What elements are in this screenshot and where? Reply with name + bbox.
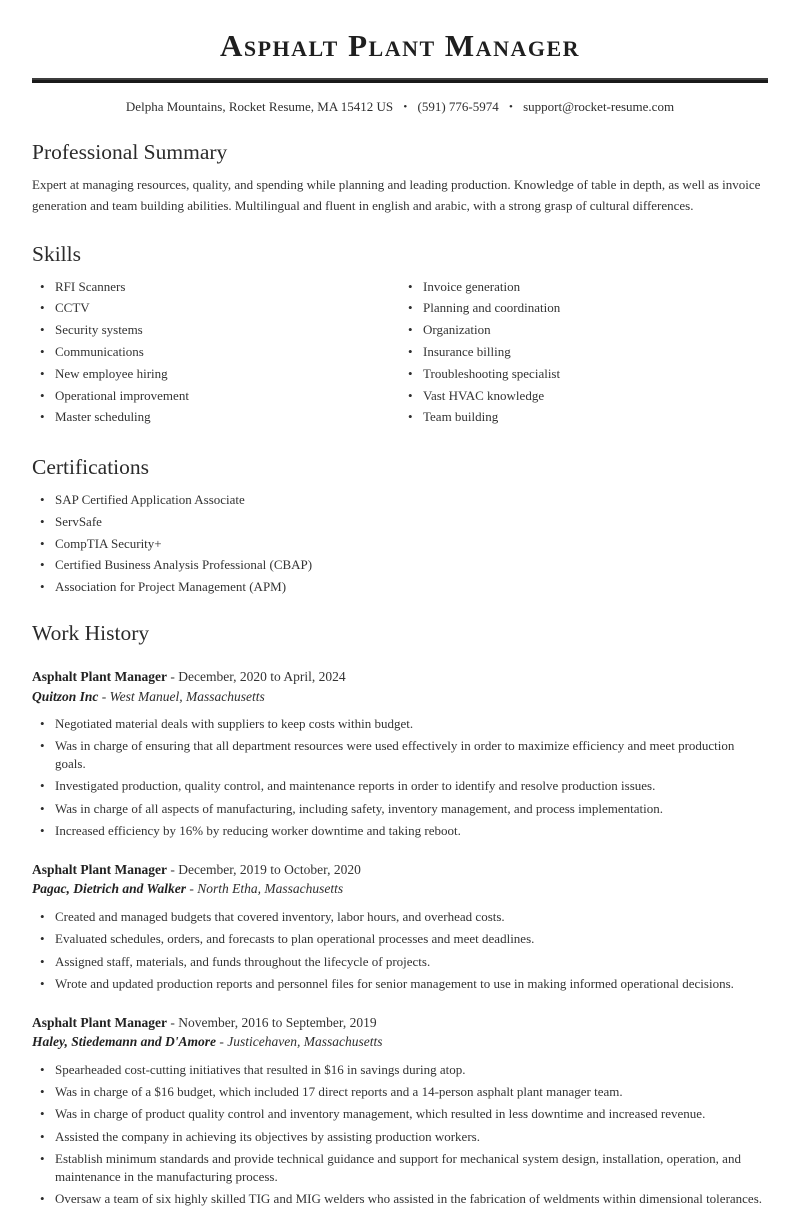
- job-title-line: [32, 1013, 768, 1033]
- section-work-history: [32, 620, 768, 1208]
- skill-item: • New employee hiring: [32, 365, 400, 383]
- section-skills: [32, 241, 768, 430]
- job-bullet: • Investigated production, quality control, and maintenance reports in order to identify and resolve production issues.: [32, 777, 768, 795]
- job-title: Asphalt Plant Manager: [32, 1014, 167, 1030]
- page-title: Asphalt Plant Manager: [219, 28, 581, 63]
- job-company-line: [32, 687, 768, 707]
- job-bullet: • Establish minimum standards and provide technical guidance and support for mechanical system design, installation, operation, and maintenance in the manufacturing process.: [32, 1150, 768, 1186]
- contact-line: [32, 99, 768, 115]
- job-bullet: • Negotiated material deals with suppliers to keep costs within budget.: [32, 715, 768, 733]
- skills-column-right: [400, 268, 768, 431]
- contact-email: support@rocket-resume.com: [523, 99, 675, 115]
- job-company-separator: -: [101, 688, 107, 704]
- resume-header: [32, 26, 768, 115]
- skill-item: • Planning and coordination: [400, 299, 768, 317]
- job-location: Justicehaven, Massachusetts: [227, 1034, 383, 1050]
- job-company-line: [32, 1032, 768, 1052]
- job-bullet-list: [32, 715, 768, 840]
- header-divider: [32, 78, 768, 83]
- skill-item: • Team building: [400, 408, 768, 426]
- contact-address: Delpha Mountains, Rocket Resume, MA 15412 US: [125, 99, 394, 115]
- certification-item: • CompTIA Security+: [32, 535, 768, 553]
- job-title-line: [32, 860, 768, 880]
- job-company: Pagac, Dietrich and Walker: [32, 881, 186, 897]
- job-bullet: • Evaluated schedules, orders, and forecasts to plan operational processes and meet deadlines.: [32, 930, 768, 948]
- contact-separator-icon: •: [403, 101, 408, 114]
- job-location: West Manuel, Massachusetts: [109, 688, 265, 704]
- professional-summary-heading: Professional Summary: [32, 140, 228, 165]
- skill-item: • Vast HVAC knowledge: [400, 387, 768, 405]
- job-location: North Etha, Massachusetts: [197, 881, 344, 897]
- contact-phone: (591) 776-5974: [417, 99, 499, 115]
- certification-item: • Certified Business Analysis Professional (CBAP): [32, 556, 768, 574]
- job-bullet: • Was in charge of ensuring that all department resources were used effectively in order to maximize efficiency and meet production goals.: [32, 737, 768, 773]
- job-title-separator: -: [170, 1014, 175, 1030]
- job-title-line: [32, 667, 768, 687]
- job-bullet: • Was in charge of a $16 budget, which included 17 direct reports and a 14-person asphalt plant manager team.: [32, 1083, 768, 1101]
- job-company-separator: -: [219, 1034, 224, 1050]
- job-title-separator: -: [170, 861, 175, 877]
- job-title-separator: -: [170, 668, 175, 684]
- job-bullet: • Oversaw a team of six highly skilled TIG and MIG welders who assisted in the fabrication of weldments within dimensional tolerances.: [32, 1190, 768, 1208]
- job-bullet-list: [32, 1061, 768, 1208]
- section-professional-summary: [32, 139, 768, 216]
- certification-item: • SAP Certified Application Associate: [32, 491, 768, 509]
- job-bullet-list: [32, 908, 768, 993]
- job-bullet: • Assigned staff, materials, and funds throughout the lifecycle of projects.: [32, 953, 768, 971]
- skill-item: • CCTV: [32, 299, 400, 317]
- job-title: Asphalt Plant Manager: [32, 861, 167, 877]
- job-bullet: • Spearheaded cost-cutting initiatives that resulted in $16 in savings during atop.: [32, 1061, 768, 1079]
- job-company: Haley, Stiedemann and D'Amore: [32, 1034, 217, 1050]
- job-dates: November, 2016 to September, 2019: [178, 1014, 377, 1030]
- skills-column-left: [32, 268, 400, 431]
- job-company-separator: -: [189, 881, 194, 897]
- job-title: Asphalt Plant Manager: [32, 668, 167, 684]
- job-dates: December, 2019 to October, 2020: [178, 861, 361, 877]
- job-dates: December, 2020 to April, 2024: [178, 668, 346, 684]
- skills-list-left: [32, 278, 400, 427]
- skill-item: • Troubleshooting specialist: [400, 365, 768, 383]
- certifications-heading: Certifications: [32, 455, 150, 480]
- certification-item: • Association for Project Management (APM): [32, 578, 768, 596]
- skill-item: • Invoice generation: [400, 278, 768, 296]
- professional-summary-text: Expert at managing resources, quality, and spending while planning and leading production. Knowledge of table in depth, as well as invoice generation and team building abilities. Multilingual and fluent in english and arabic, with a strong grasp of cultural differences.: [32, 177, 761, 213]
- skill-item: • Communications: [32, 343, 400, 361]
- skill-item: • RFI Scanners: [32, 278, 400, 296]
- section-certifications: [32, 454, 768, 596]
- skills-columns: [32, 268, 768, 431]
- job-bullet: • Wrote and updated production reports and personnel files for senior management to use in making informed operational decisions.: [32, 975, 768, 993]
- job-company: Quitzon Inc: [32, 688, 99, 704]
- skill-item: • Operational improvement: [32, 387, 400, 405]
- job-entry: [32, 667, 768, 840]
- job-bullet: • Increased efficiency by 16% by reducing worker downtime and taking reboot.: [32, 822, 768, 840]
- skill-item: • Insurance billing: [400, 343, 768, 361]
- job-bullet: • Was in charge of all aspects of manufacturing, including safety, inventory management, and process implementation.: [32, 800, 768, 818]
- work-history-heading: Work History: [32, 621, 150, 646]
- skills-list-right: [400, 278, 768, 427]
- certifications-list: [32, 491, 768, 596]
- job-bullet: • Created and managed budgets that covered inventory, labor hours, and overhead costs.: [32, 908, 768, 926]
- job-entry: [32, 1013, 768, 1208]
- certification-item: • ServSafe: [32, 513, 768, 531]
- job-bullet: • Assisted the company in achieving its objectives by assisting production workers.: [32, 1128, 768, 1146]
- skill-item: • Organization: [400, 321, 768, 339]
- skill-item: • Master scheduling: [32, 408, 400, 426]
- job-bullet: • Was in charge of product quality control and inventory management, which resulted in less downtime and increased revenue.: [32, 1105, 768, 1123]
- job-company-line: [32, 879, 768, 899]
- job-entry: [32, 860, 768, 993]
- skill-item: • Security systems: [32, 321, 400, 339]
- skills-heading: Skills: [32, 241, 81, 266]
- contact-separator-icon: •: [509, 101, 513, 114]
